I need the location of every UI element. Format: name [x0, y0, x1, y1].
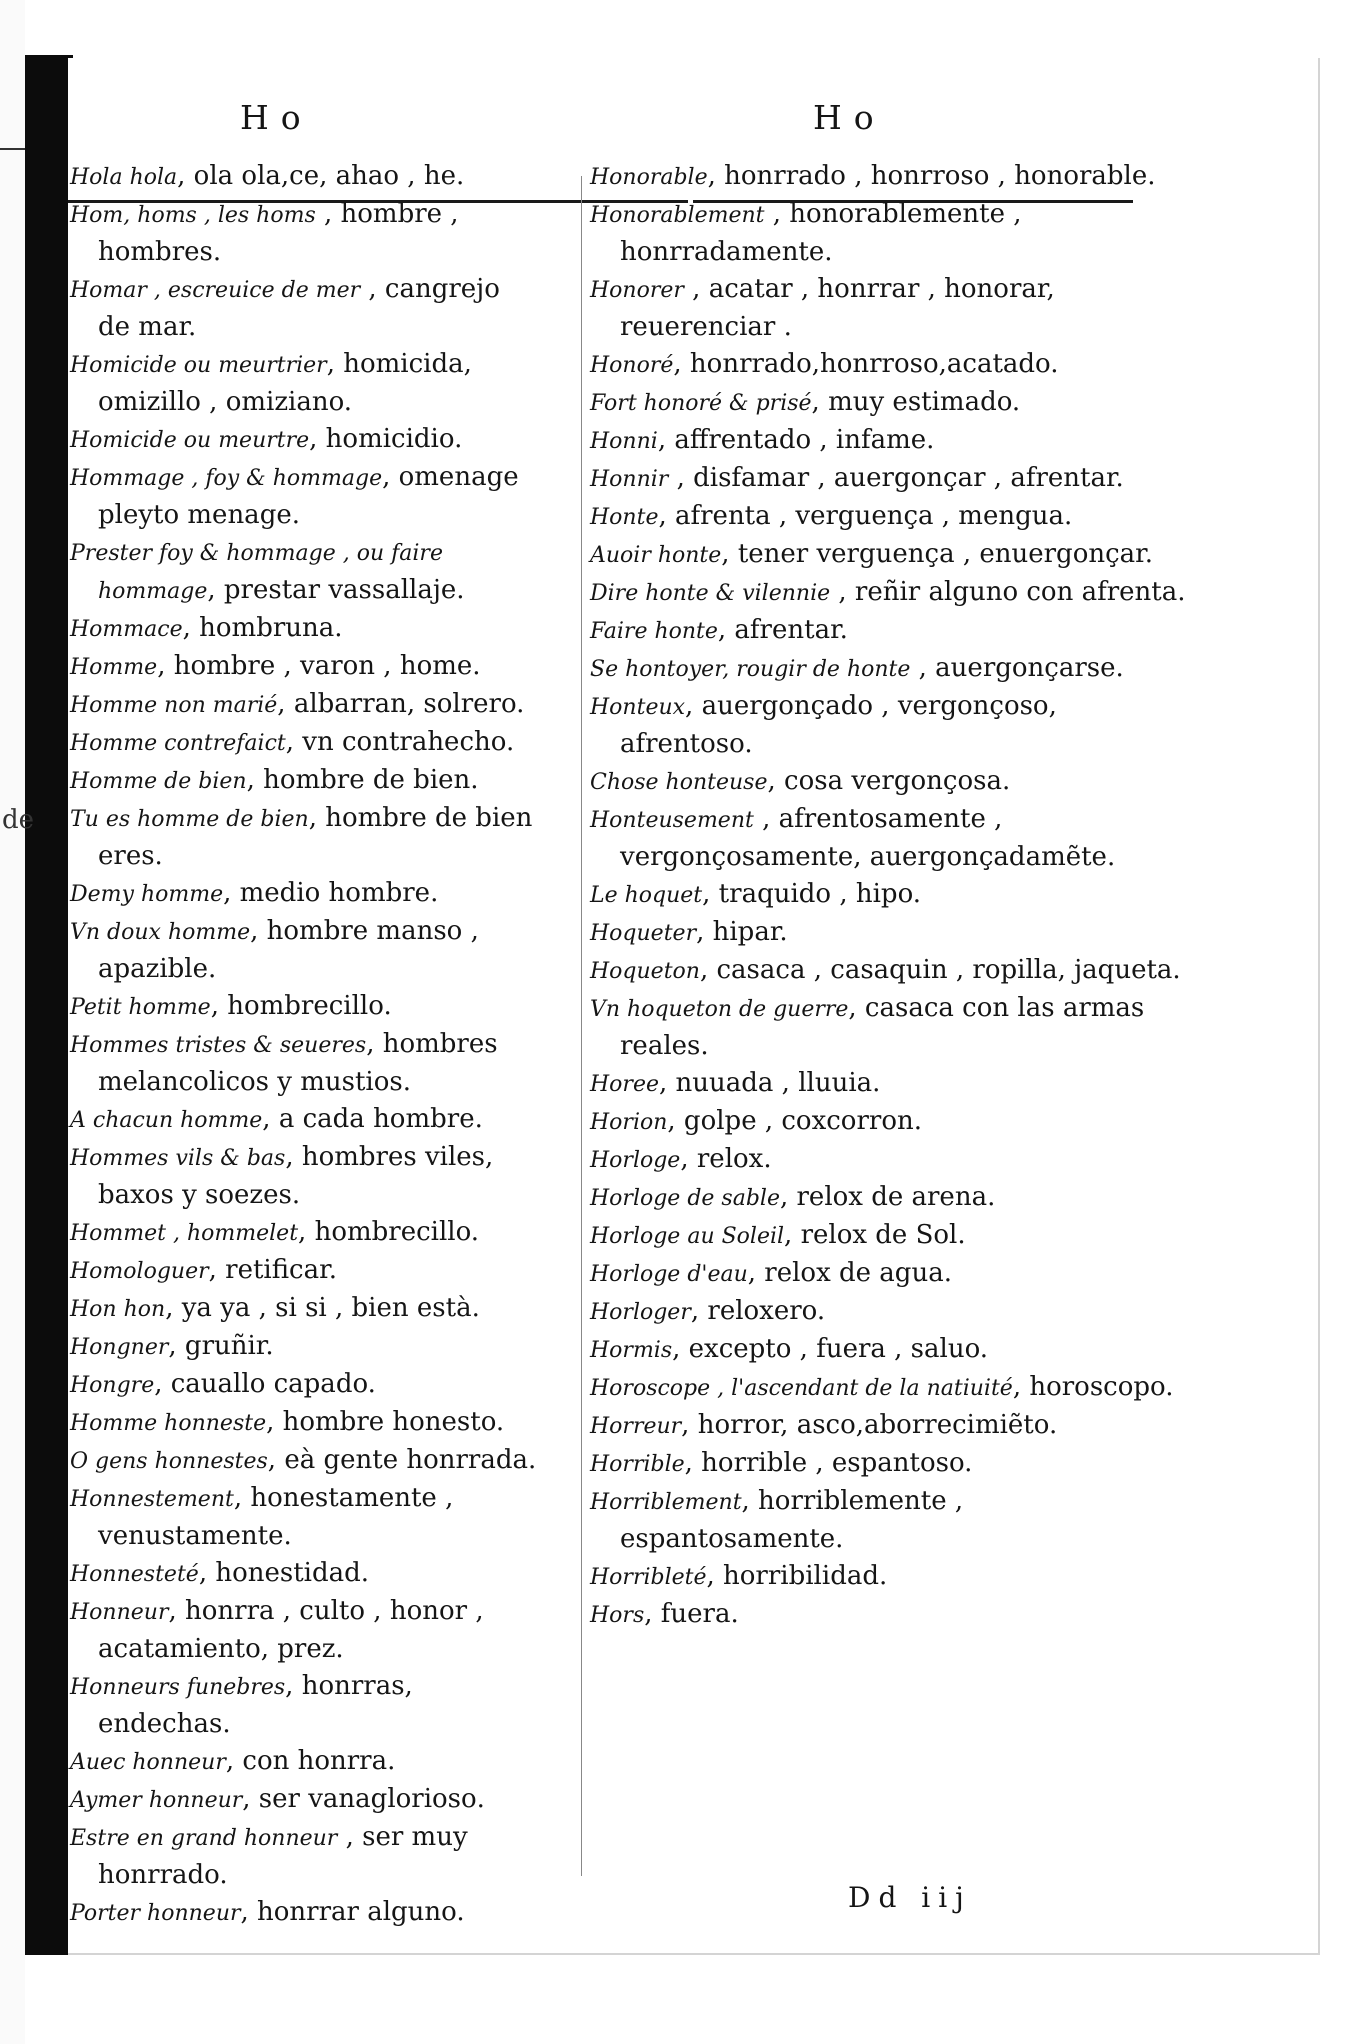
dictionary-entry [590, 384, 1190, 422]
french-headword: Porter honneur [70, 1901, 241, 1926]
dictionary-entry [590, 1293, 1190, 1331]
spanish-translation: , relox de agua. [747, 1258, 952, 1288]
spanish-translation: , hombre manso , apazible. [98, 916, 479, 984]
spanish-translation: , omenage pleyto menage. [98, 462, 519, 530]
spanish-translation: , auergonçarse. [910, 653, 1124, 683]
dictionary-entry [68, 1781, 538, 1819]
right-running-head: Ho [813, 98, 886, 137]
dictionary-entry [68, 196, 538, 271]
french-headword: Hoqueter [590, 921, 697, 946]
spanish-translation: , gruñir. [168, 1331, 274, 1361]
dictionary-entry [68, 875, 538, 913]
spanish-translation: , afrentosamente , vergonçosamente, auergonçadamẽte. [620, 804, 1116, 872]
spanish-translation: , horriblemente , espantosamente. [620, 1486, 964, 1554]
dictionary-entry [590, 1065, 1190, 1103]
dictionary-entry [68, 1290, 538, 1328]
french-headword: Honteusement [590, 808, 754, 833]
dictionary-entry [590, 1369, 1190, 1407]
french-headword: Horloge au Soleil [590, 1224, 785, 1249]
french-headword: Hommace [70, 617, 183, 642]
dictionary-entry [590, 422, 1190, 460]
dictionary-entry [590, 1217, 1190, 1255]
french-headword: Homme honneste [70, 1411, 267, 1436]
dictionary-entry [68, 1404, 538, 1442]
french-headword: Honnesteté [70, 1562, 199, 1587]
spanish-translation: , honrrar alguno. [240, 1897, 465, 1927]
spanish-translation: , reñir alguno con afrenta. [830, 577, 1186, 607]
french-headword: Chose honteuse [590, 770, 768, 795]
spanish-translation: , hombres melancolicos y mustios. [98, 1029, 498, 1097]
french-headword: Horribleté [590, 1565, 707, 1590]
french-headword: Hommet , hommelet [70, 1221, 299, 1246]
dictionary-entry [68, 1819, 538, 1894]
spanish-translation: , hombres viles, baxos y soezes. [98, 1142, 494, 1210]
spanish-translation: , medio hombre. [223, 878, 439, 908]
scan-margin-mark [0, 148, 25, 150]
spanish-translation: , casaca con las armas reales. [620, 993, 1145, 1061]
spanish-translation: , hombruna. [182, 613, 343, 643]
dictionary-entry [590, 650, 1190, 688]
dictionary-entry [590, 914, 1190, 952]
dictionary-entry [590, 801, 1190, 876]
french-headword: Demy homme [70, 882, 224, 907]
dictionary-entry [590, 271, 1190, 346]
spanish-translation: , honrrado , honrroso , honorable. [707, 161, 1156, 191]
book-spine-shadow [25, 55, 73, 1955]
french-headword: Horloge [590, 1148, 681, 1173]
french-headword: Hom, homs , les homs [70, 203, 316, 228]
spanish-translation: , reloxero. [690, 1296, 826, 1326]
spanish-translation: , horror, asco,aborrecimiẽto. [681, 1410, 1058, 1440]
dictionary-entry [590, 1179, 1190, 1217]
spanish-translation: , eà gente honrrada. [267, 1445, 537, 1475]
french-headword: Dire honte & vilennie [590, 581, 831, 606]
french-headword: Homicide ou meurtrier [70, 353, 327, 378]
french-headword: Hommes tristes & seueres [70, 1033, 367, 1058]
spanish-translation: , hipar. [696, 917, 788, 947]
french-headword: Hommage , foy & hommage [70, 466, 383, 491]
dictionary-entry [590, 574, 1190, 612]
spanish-translation: , acatar , honrrar , honorar, reuerenciar . [620, 274, 1055, 342]
dictionary-entry [68, 534, 538, 610]
spanish-translation: , affrentado , infame. [657, 425, 935, 455]
spanish-translation: , afrenta , verguença , mengua. [658, 501, 1073, 531]
spanish-translation: , prestar vassallaje. [207, 575, 465, 605]
dictionary-entry [68, 1593, 538, 1668]
dictionary-entry [590, 763, 1190, 801]
spanish-translation: , nuuada , lluuia. [659, 1068, 881, 1098]
spanish-translation: , traquido , hipo. [702, 879, 922, 909]
dictionary-entry [590, 1103, 1190, 1141]
dictionary-entry [68, 1480, 538, 1555]
french-headword: Homme [70, 655, 158, 680]
spanish-translation: , relox de arena. [779, 1182, 996, 1212]
french-headword: Homicide ou meurtre [70, 428, 310, 453]
french-headword: Horriblement [590, 1490, 742, 1515]
spanish-translation: , honorablemente , honrradamente. [620, 199, 1022, 267]
dictionary-entry [68, 762, 538, 800]
spanish-translation: , auergonçado , vergonçoso, afrentoso. [620, 691, 1057, 759]
french-headword: Se hontoyer, rougir de honte [590, 657, 911, 682]
dictionary-entry [68, 1366, 538, 1404]
left-running-head: Ho [240, 98, 313, 137]
french-headword: Tu es homme de bien [70, 807, 309, 832]
french-headword: O gens honnestes [70, 1449, 268, 1474]
french-headword: Honneurs funebres [70, 1675, 286, 1700]
dictionary-entry [68, 913, 538, 988]
french-headword: Homar , escreuice de mer [70, 278, 361, 303]
french-headword: Honorablement [590, 203, 765, 228]
spanish-translation: , vn contrahecho. [285, 727, 515, 757]
spanish-translation: , muy estimado. [811, 387, 1021, 417]
spanish-translation: , hombre , hombres. [98, 199, 459, 267]
dictionary-entry [590, 196, 1190, 271]
spanish-translation: , disfamar , auergonçar , afrentar. [668, 463, 1124, 493]
french-headword: Homme non marié [70, 693, 278, 718]
spanish-translation: , hombre de bien eres. [98, 803, 533, 871]
french-headword: Horloger [590, 1300, 691, 1325]
french-headword: Honnestement [70, 1487, 234, 1512]
dictionary-entry [68, 1894, 538, 1932]
dictionary-entry [590, 158, 1190, 196]
french-headword: Hoqueton [590, 959, 700, 984]
scan-margin [0, 0, 25, 2044]
french-headword: Hola hola [70, 165, 178, 190]
dictionary-entry [590, 498, 1190, 536]
french-headword: Horion [590, 1110, 668, 1135]
french-headword: Hon hon [70, 1297, 166, 1322]
spanish-translation: , fuera. [644, 1599, 739, 1629]
spanish-translation: , ser muy honrrado. [98, 1822, 468, 1890]
dictionary-entry [68, 648, 538, 686]
spanish-translation: , ser vanagloriosо. [242, 1784, 485, 1814]
dictionary-entry [68, 1668, 538, 1743]
dictionary-entry [590, 876, 1190, 914]
spanish-translation: , golpe , coxcorron. [667, 1106, 922, 1136]
french-headword: Prester foy & hommage , ou faire hommage [70, 541, 443, 604]
spanish-translation: , horribilidad. [706, 1561, 888, 1591]
dictionary-entry [590, 1255, 1190, 1293]
spanish-translation: , con honrra. [225, 1746, 396, 1776]
dictionary-entry [68, 1101, 538, 1139]
dictionary-entry [590, 1596, 1190, 1634]
spanish-translation: , hombre , varon , home. [157, 651, 481, 681]
spanish-translation: , relox de Sol. [784, 1220, 966, 1250]
french-headword: Estre en grand honneur [70, 1826, 338, 1851]
facing-page-letters: de [2, 805, 35, 835]
french-headword: Homologuer [70, 1259, 209, 1284]
dictionary-entry [590, 990, 1190, 1065]
spanish-translation: , a cada hombre. [262, 1104, 483, 1134]
spanish-translation: , tener verguença , enuergonçar. [721, 539, 1154, 569]
dictionary-entry [68, 686, 538, 724]
french-headword: Horloge de sable [590, 1186, 780, 1211]
french-headword: Hors [590, 1603, 645, 1628]
spanish-translation: , ola ola,ce, ahao , he. [177, 161, 465, 191]
french-headword: Honnir [590, 467, 669, 492]
french-headword: Honneur [70, 1600, 169, 1625]
french-headword: Auoir honte [590, 543, 722, 568]
page-signature: Dd iij [848, 1881, 972, 1914]
spanish-translation: , relox. [680, 1144, 772, 1174]
french-headword: Honni [590, 429, 658, 454]
column-divider [581, 176, 582, 1876]
french-headword: Horrible [590, 1452, 685, 1477]
french-headword: Vn hoqueton de guerre [590, 997, 849, 1022]
dictionary-entry [68, 271, 538, 346]
spanish-translation: , honrra , culto , honor , acatamiento, prez. [98, 1596, 484, 1664]
french-headword: Honoré [590, 353, 674, 378]
spanish-translation: , hombre honesto. [266, 1407, 505, 1437]
dictionary-entry [590, 1331, 1190, 1369]
dictionary-entry [68, 1026, 538, 1101]
spanish-translation: , ya ya , si si , bien està. [165, 1293, 480, 1323]
spanish-translation: , horoscopo. [1012, 1372, 1174, 1402]
french-headword: Hommes vils & bas [70, 1146, 286, 1171]
spanish-translation: , homicidio. [309, 424, 463, 454]
dictionary-entry [590, 1407, 1190, 1445]
french-headword: Horloge d'eau [590, 1262, 748, 1287]
french-headword: Petit homme [70, 995, 211, 1020]
spanish-translation: , retificar. [208, 1255, 337, 1285]
dictionary-entry [68, 1139, 538, 1214]
french-headword: Honteux [590, 695, 686, 720]
spanish-translation: , hombrecillo. [210, 991, 392, 1021]
dictionary-entry [590, 1483, 1190, 1558]
dictionary-entry [68, 1214, 538, 1252]
dictionary-entry [590, 1445, 1190, 1483]
french-headword: Honorable [590, 165, 708, 190]
dictionary-entry [68, 1252, 538, 1290]
french-headword: Faire honte [590, 619, 718, 644]
french-headword: Hongner [70, 1335, 169, 1360]
spanish-translation: , hombre de bien. [246, 765, 479, 795]
dictionary-entry [68, 459, 538, 534]
dictionary-entry [68, 1743, 538, 1781]
spanish-translation: , honrrado,honrroso,acatado. [673, 349, 1059, 379]
dictionary-entry [68, 800, 538, 875]
dictionary-entry [68, 988, 538, 1026]
spanish-translation: , albarran, solrero. [277, 689, 525, 719]
spanish-translation: , cosa vergonçosa. [767, 766, 1011, 796]
spanish-translation: , cauallo capado. [154, 1369, 376, 1399]
french-headword: Honte [590, 505, 659, 530]
french-headword: Homme de bien [70, 769, 247, 794]
french-headword: Horee [590, 1072, 659, 1097]
dictionary-page [68, 58, 1320, 1955]
spanish-translation: , homicida, omizillo , omiziano. [98, 349, 472, 417]
spanish-translation: , honrras, endechas. [98, 1671, 413, 1739]
dictionary-entry [590, 688, 1190, 763]
dictionary-entry [68, 724, 538, 762]
dictionary-entry [590, 1558, 1190, 1596]
dictionary-entry [590, 612, 1190, 650]
french-headword: Aymer honneur [70, 1788, 243, 1813]
spanish-translation: , honestamente , venustamente. [98, 1483, 454, 1551]
spanish-translation: , honestidad. [198, 1558, 370, 1588]
dictionary-entry [590, 536, 1190, 574]
french-headword: Horoscope , l'ascendant de la natiuité [590, 1376, 1013, 1401]
french-headword: Auec honneur [70, 1750, 226, 1775]
left-column [68, 158, 538, 1932]
dictionary-entry [68, 346, 538, 421]
dictionary-entry [68, 158, 538, 196]
spanish-translation: , cangrejo de mar. [98, 274, 500, 342]
dictionary-entry [68, 1555, 538, 1593]
dictionary-entry [68, 1328, 538, 1366]
dictionary-entry [590, 1141, 1190, 1179]
spanish-translation: , excepto , fuera , saluo. [672, 1334, 989, 1364]
dictionary-entry [590, 952, 1190, 990]
spanish-translation: , horrible , espantoso. [684, 1448, 973, 1478]
right-column [590, 158, 1190, 1634]
french-headword: Fort honoré & prisé [590, 391, 812, 416]
dictionary-entry [68, 421, 538, 459]
dictionary-entry [68, 610, 538, 648]
french-headword: Le hoquet [590, 883, 703, 908]
french-headword: Horreur [590, 1414, 682, 1439]
french-headword: Hongre [70, 1373, 155, 1398]
dictionary-entry [68, 1442, 538, 1480]
spanish-translation: , hombrecillo. [298, 1217, 480, 1247]
french-headword: Hormis [590, 1338, 673, 1363]
french-headword: A chacun homme [70, 1108, 263, 1133]
dictionary-entry [590, 460, 1190, 498]
spanish-translation: , casaca , casaquin , ropilla, jaqueta. [699, 955, 1181, 985]
french-headword: Vn doux homme [70, 920, 251, 945]
french-headword: Homme contrefaict [70, 731, 286, 756]
spanish-translation: , afrentar. [717, 615, 848, 645]
dictionary-entry [590, 346, 1190, 384]
french-headword: Honorer [590, 278, 684, 303]
